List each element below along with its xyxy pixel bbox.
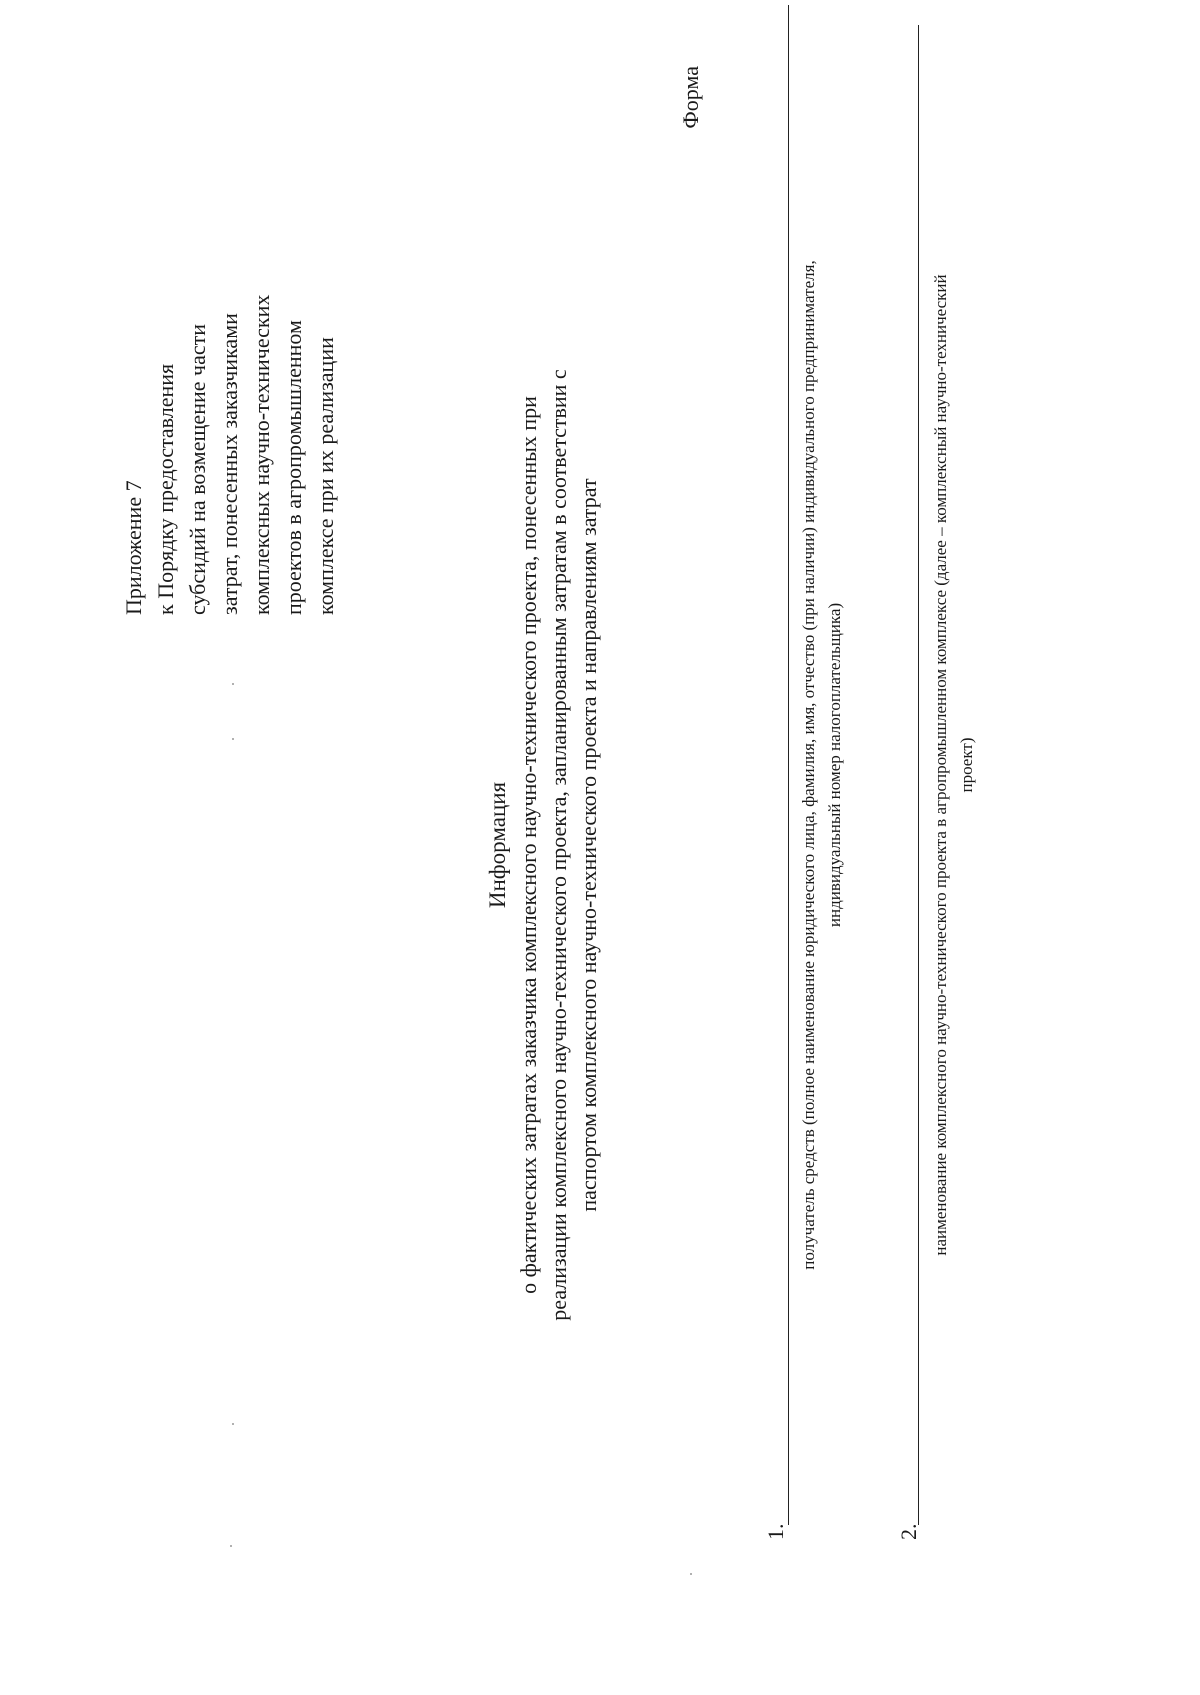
document-subtitle	[514, 165, 604, 1525]
fill-in-line-project[interactable]	[918, 25, 919, 1525]
scan-speck	[690, 1573, 692, 1575]
appendix-line: затрат, понесенных заказчиками	[217, 313, 242, 615]
appendix-line: субсидий на возмещение части	[185, 324, 210, 615]
subtitle-line: о фактических затратах заказчика комплексного научно-технического проекта, понесенных при	[516, 396, 541, 1294]
form-label: Форма	[678, 66, 703, 129]
scan-speck	[232, 738, 234, 740]
appendix-line: комплексе при их реализации	[313, 337, 338, 615]
recipient-caption	[796, 0, 848, 1545]
subtitle-line: реализации комплексного научно-технического проекта, запланированным затратам в соответствии с	[546, 369, 571, 1321]
item-number: 1.	[763, 1523, 788, 1540]
appendix-line: Приложение 7	[121, 480, 146, 615]
caption-line: получатель средств (полное наименование юридического лица, фамилия, имя, отчество (при наличии) индивидуального предпринимателя,	[799, 260, 818, 1270]
project-caption	[928, 0, 980, 1545]
document-title: Информация	[485, 781, 510, 909]
scan-speck	[230, 1545, 232, 1547]
subtitle-line: паспортом комплексного научно-технического проекта и направлениям затрат	[576, 478, 601, 1212]
appendix-line: проектов в агропромышленном	[281, 320, 306, 615]
appendix-header	[118, 115, 342, 615]
item-number: 2.	[896, 1523, 921, 1540]
appendix-line: комплексных научно-технических	[249, 294, 274, 615]
appendix-line: к Порядку предоставления	[153, 363, 178, 615]
caption-line: проект)	[957, 737, 976, 793]
scan-speck	[232, 683, 234, 685]
scan-speck	[232, 1423, 234, 1425]
caption-line: наименование комплексного научно-технического проекта в агропромышленном комплексе (далее – комплексный научно-технический	[931, 274, 950, 1256]
fill-in-line-recipient[interactable]	[788, 5, 789, 1525]
caption-line: индивидуальный номер налогоплательщика)	[825, 602, 844, 928]
